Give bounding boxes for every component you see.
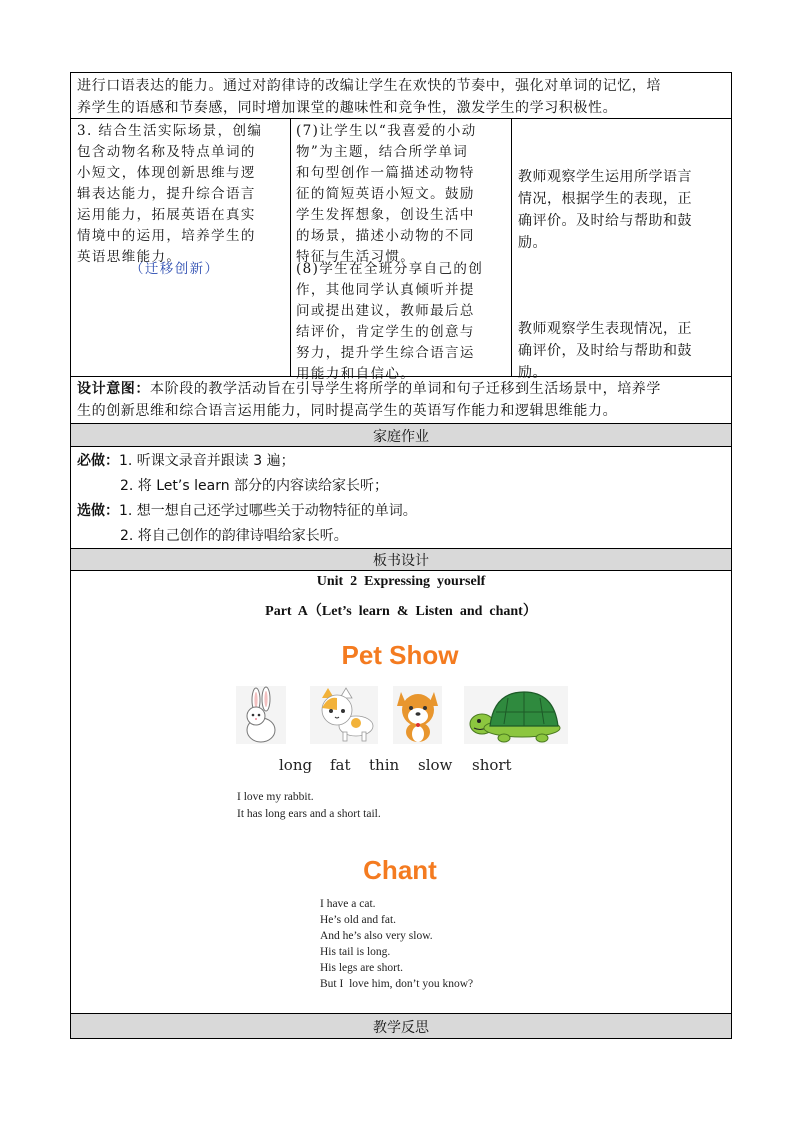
activity-line: 征的简短英语小短文。鼓励 [296,186,475,202]
chant-line: And he’s also very slow. [320,930,433,942]
activity-line: 用能力和自信心。 [296,366,416,382]
optional-label: 选做： [77,503,119,519]
table-border-top [70,72,731,73]
activity-line: (8)学生在全班分享自己的创 [296,261,484,277]
activity-line: 物”为主题，结合所学单词 [296,144,469,160]
table-border-right [731,72,732,1039]
design-intent-line: 生的创新思维和综合语言运用能力，同时提高学生的英语写作能力和逻辑思维能力。 [77,403,618,419]
optional-item: 2. 将自己创作的韵律诗唱给家长听。 [120,528,348,544]
objective-cell [77,121,287,268]
design-intent [77,378,729,422]
chant-line: But I love him, don’t you know? [320,978,474,990]
chant-text [320,896,473,992]
objective-line: 包含动物名称及特点单词的 [77,144,256,160]
col-divider-1 [290,118,291,376]
evaluation-line: 励。 [518,235,547,251]
evaluation-1 [518,166,728,254]
cat-icon [310,686,378,744]
turtle-icon [464,686,568,744]
word-long: long [279,756,313,774]
chant-line: His tail is long. [320,946,391,958]
table-border-bottom [70,1038,731,1039]
activity-line: 学生发挥想象，创设生活中 [296,207,475,223]
row-divider [70,446,731,447]
required-item: 1. 听课文录音并跟读 3 遍； [119,453,295,469]
objective-line: 小短文，体现创新思维与逻 [77,165,256,181]
chant-line: I have a cat. [320,898,376,910]
activity-line: 问或提出建议，教师最后总 [296,303,475,319]
activity-line: (7)让学生以“我喜爱的小动 [296,123,477,139]
optional-item: 1. 想一想自己还学过哪些关于动物特征的单词。 [119,503,417,519]
evaluation-line: 确评价。及时给与帮助和鼓 [518,213,692,229]
activity-line: 努力，提升学生综合语言运 [296,345,475,361]
unit-title: Unit 2 Expressing yourself [316,574,486,589]
activity-line: 的场景，描述小动物的不同 [296,228,475,244]
homework-header: 家庭作业 [373,429,429,445]
evaluation-line: 教师观察学生表现情况，正 [518,321,692,337]
reflection-header: 教学反思 [373,1020,429,1036]
row-divider [70,570,731,571]
example-sentence: I love my rabbit. [237,791,314,803]
homework-optional-row [77,499,417,523]
word-thin: thin [369,756,400,774]
required-label: 必做： [77,453,119,469]
col-divider-2 [511,118,512,376]
top-row-text [77,75,727,119]
board-header: 板书设计 [373,553,429,569]
design-intent-label: 设计意图： [77,381,150,397]
word-fat: fat [330,756,351,774]
word-short: short [472,756,512,774]
evaluation-line: 情况，根据学生的表现，正 [518,191,692,207]
part-title: Part A（Let’s learn & Listen and chant） [265,604,537,619]
activity-8 [296,259,508,385]
dog-icon [393,686,442,744]
activity-7 [296,121,508,268]
evaluation-line: 教师观察学生运用所学语言 [518,169,692,185]
top-row-line: 进行口语表达的能力。通过对韵律诗的改编让学生在欢快的节奏中，强化对单词的记忆，培 [77,78,661,94]
activity-line: 结评价，肯定学生的创意与 [296,324,475,340]
activity-line: 作，其他同学认真倾听并提 [296,282,475,298]
evaluation-line: 励。 [518,365,547,381]
objective-line: 3. 结合生活实际场景，创编 [77,123,263,139]
activity-line: 和句型创作一篇描述动物特 [296,165,475,181]
objective-line: 英语思维能力。 [77,249,182,265]
evaluation-line: 确评价，及时给与帮助和鼓 [518,343,692,359]
activity-line: 特征与生活习惯。 [296,249,416,265]
design-intent-line: 本阶段的教学活动旨在引导学生将所学的单词和句子迁移到生活场景中，培养学 [150,381,661,397]
evaluation-2 [518,318,728,384]
objective-line: 运用能力，拓展英语在真实 [77,207,256,223]
objective-line: 辑表达能力，提升综合语言 [77,186,256,202]
word-slow: slow [418,756,453,774]
chant-line: He’s old and fat. [320,914,397,926]
pet-show-title: Pet Show [341,640,459,670]
homework-required-row [77,449,295,473]
required-item: 2. 将 Let’s learn 部分的内容读给家长听； [120,478,389,494]
top-row-line: 养学生的语感和节奏感，同时增加课堂的趣味性和竞争性，激发学生的学习积极性。 [77,100,618,116]
example-sentence: It has long ears and a short tail. [237,808,381,820]
chant-line: His legs are short. [320,962,404,974]
objective-tag: （迁移创新） [130,261,220,277]
rabbit-icon [236,686,286,744]
chant-title: Chant [363,855,437,885]
objective-line: 情境中的运用，培养学生的 [77,228,256,244]
